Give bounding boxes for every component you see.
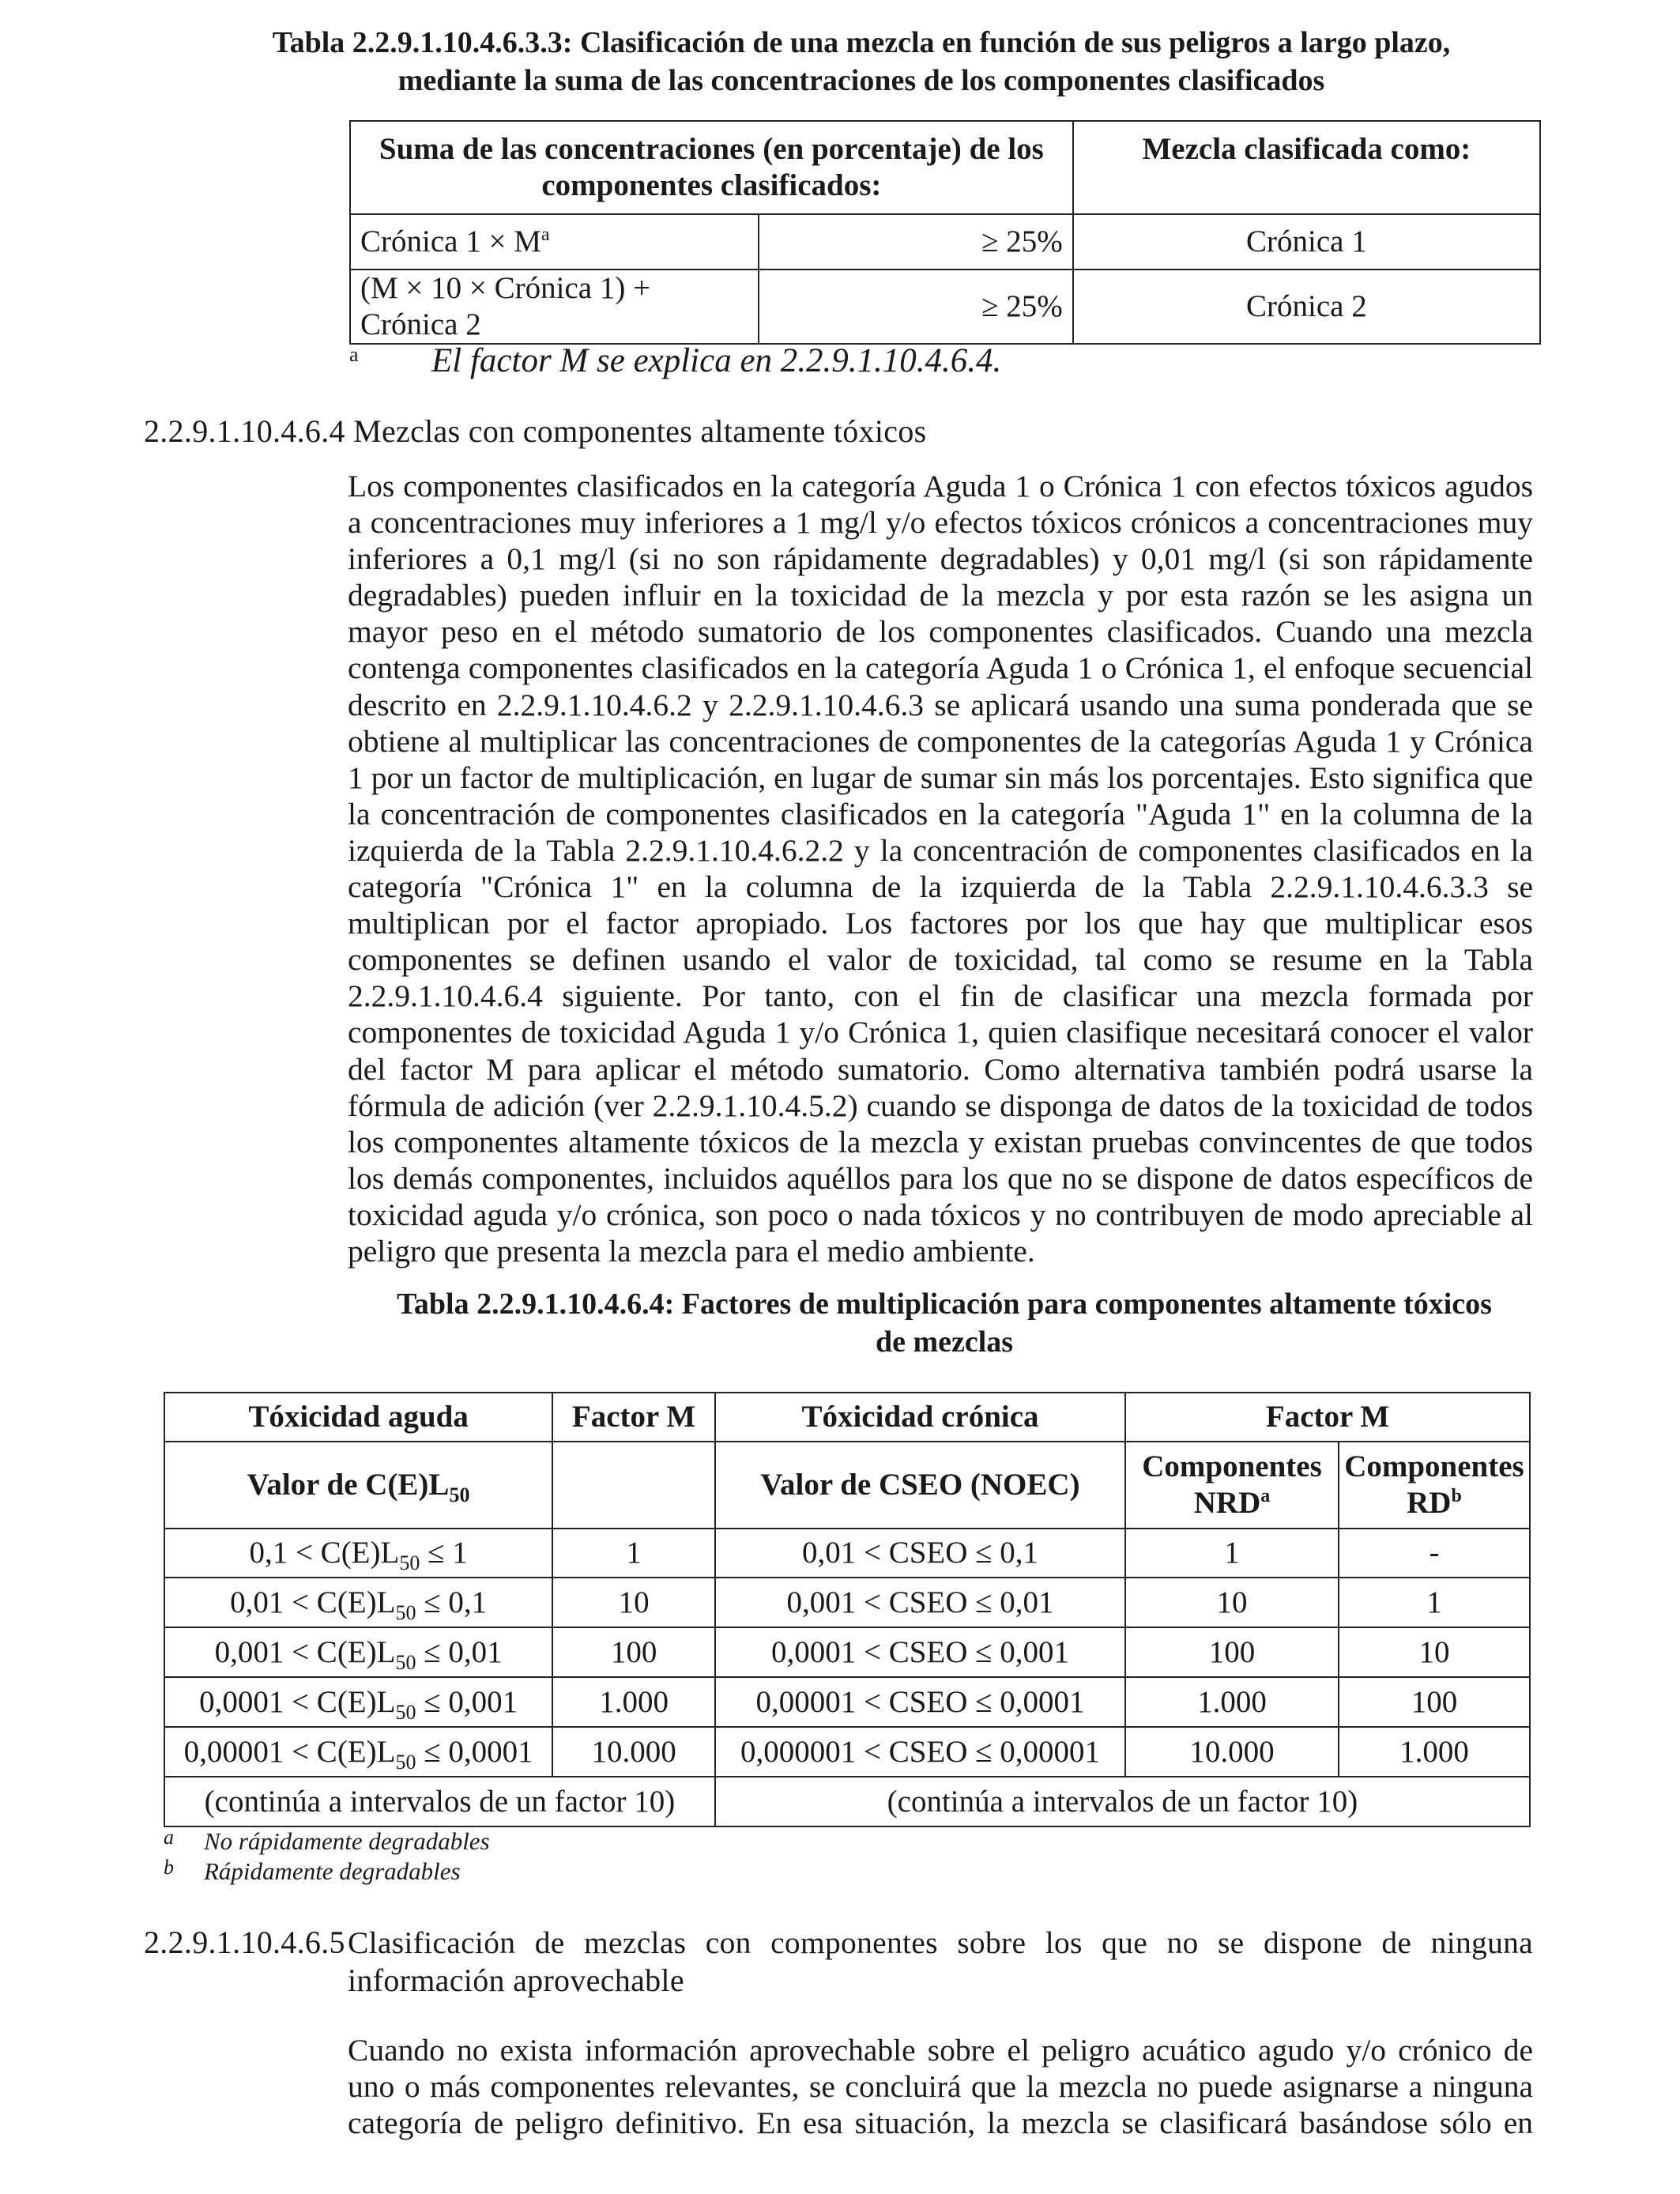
- m-nrd: 10: [1125, 1578, 1339, 1627]
- table-row: [350, 270, 1540, 344]
- chronic-value: 0,00001 < CSEO ≤ 0,0001: [715, 1677, 1125, 1727]
- acute-value: $0,0001 < C(E)L_{50} \le 0,001$: [164, 1677, 552, 1727]
- m-acute: 10: [552, 1578, 715, 1627]
- table1-row2-label: (M × 10 × Crónica 1) + Crónica 2: [350, 270, 759, 344]
- table1-caption: [158, 24, 1565, 100]
- m-acute: 10.000: [552, 1727, 715, 1777]
- section-465-number: 2.2.9.1.10.4.6.5: [144, 1924, 345, 1960]
- table2-caption: [348, 1285, 1541, 1361]
- section-465-heading-line2: información aprovechable: [348, 1962, 684, 1998]
- table1-note-letter: a: [349, 343, 359, 366]
- m-acute: 1: [552, 1529, 715, 1578]
- m-nrd: 100: [1125, 1627, 1339, 1677]
- table-row: [164, 1529, 1530, 1578]
- header-value-cseo: Valor de CSEO (NOEC): [715, 1442, 1125, 1529]
- table-row: [164, 1677, 1530, 1727]
- table-row: [164, 1727, 1530, 1777]
- header-chronic-toxicity: Tóxicidad crónica: [715, 1393, 1125, 1442]
- table1-note-text: El factor M se explica en 2.2.9.1.10.4.6.4.: [431, 342, 1002, 379]
- table2-caption-line2: de mezclas: [875, 1325, 1014, 1359]
- m-nrd: 1.000: [1125, 1677, 1339, 1727]
- header-factor-m-chronic: Factor M: [1125, 1393, 1530, 1442]
- footnote-b-text: Rápidamente degradables: [204, 1857, 461, 1885]
- m-rd: 1: [1339, 1578, 1530, 1627]
- acute-value: $0,001 < C(E)L_{50} \le 0,01$: [164, 1627, 552, 1677]
- m-rd: 100: [1339, 1677, 1530, 1727]
- classification-table: [349, 120, 1541, 345]
- table1-row1-threshold: ≥ 25%: [759, 214, 1072, 270]
- table1-row1-label: Crónica $1 \times M^a$: [350, 214, 759, 270]
- section-465-heading-line1: Clasificación de mezclas con componentes sobre los que no se dispone de ninguna: [348, 1925, 1533, 1960]
- footnote-a-text: No rápidamente degradables: [204, 1827, 490, 1855]
- m-acute: 1.000: [552, 1677, 715, 1727]
- multiplication-factors-table: [164, 1392, 1531, 1827]
- header-nrd: Componentes NRD$^a$: [1125, 1442, 1339, 1529]
- header-value-cel50: Valor de $C(E)L_{50}$: [164, 1442, 552, 1529]
- m-rd: 10: [1339, 1627, 1530, 1677]
- footnote-b-letter: b: [164, 1856, 174, 1879]
- chronic-value: 0,01 < CSEO ≤ 0,1: [715, 1529, 1125, 1578]
- table-row: [164, 1627, 1530, 1677]
- acute-value: $0,1 < C(E)L_{50} \le 1$: [164, 1529, 552, 1578]
- table-row: [164, 1777, 1530, 1826]
- header-rd: Componentes $RD^b$: [1339, 1442, 1530, 1529]
- chronic-value: 0,001 < CSEO ≤ 0,01: [715, 1578, 1125, 1627]
- table1-row2-threshold: ≥ 25%: [759, 270, 1072, 344]
- continue-right: (continúa a intervalos de un factor 10): [715, 1777, 1530, 1826]
- table-row: [350, 214, 1540, 270]
- continue-left: (continúa a intervalos de un factor 10): [164, 1777, 715, 1826]
- header-factor-m-acute: Factor M: [552, 1393, 715, 1442]
- table1-caption-line2: mediante la suma de las concentraciones de los componentes clasificados: [397, 64, 1325, 97]
- m-nrd: 10.000: [1125, 1727, 1339, 1777]
- table-row: [164, 1578, 1530, 1627]
- m-rd: 1.000: [1339, 1727, 1530, 1777]
- section-464-heading: 2.2.9.1.10.4.6.4 Mezclas con componentes altamente tóxicos: [144, 413, 927, 449]
- chronic-value: 0,000001 < CSEO ≤ 0,00001: [715, 1727, 1125, 1777]
- m-acute: 100: [552, 1627, 715, 1677]
- acute-value: $0,01 < C(E)L_{50} \le 0,1$: [164, 1578, 552, 1627]
- table1-header-classified: Mezcla clasificada como:: [1073, 121, 1540, 214]
- footnote-a-letter: a: [164, 1826, 174, 1849]
- header-empty: [552, 1442, 715, 1529]
- header-acute-toxicity: Tóxicidad aguda: [164, 1393, 552, 1442]
- m-nrd: 1: [1125, 1529, 1339, 1578]
- m-rd: -: [1339, 1529, 1530, 1578]
- section-465-paragraph: Cuando no exista información aprovechable sobre el peligro acuático agudo y/o crónico de uno o más componentes relevantes, se concluirá que la mezcla no puede asignarse a ninguna categoría de peligro definitivo. En esa situación, la mezcla se clasificará basándose sólo en: [348, 2033, 1533, 2141]
- table1-row1-result: Crónica 1: [1073, 214, 1540, 270]
- chronic-value: 0,0001 < CSEO ≤ 0,001: [715, 1627, 1125, 1677]
- acute-value: $0,00001 < C(E)L_{50} \le 0,0001$: [164, 1727, 552, 1777]
- section-464-paragraph: Los componentes clasificados en la categoría Aguda 1 o Crónica 1 con efectos tóxicos agudos a concentraciones muy inferiores a 1 mg/l y/o efectos tóxicos crónicos a concentraciones muy inferiores a 0,1 mg/l (si no son rápidamente degradables) y 0,01 mg/l (si son rápidamente degradables) pueden influir en la toxicidad de la mezcla y por esta razón se les asigna un mayor peso en el método sumatorio de los componentes clasificados. Cuando una mezcla contenga componentes clasificados en la categoría Aguda 1 o Crónica 1, el enfoque secuencial descrito en 2.2.9.1.10.4.6.2 y 2.2.9.1.10.4.6.3 se aplicará usando una suma ponderada que se obtiene al multiplicar las concentraciones de componentes de la categorías Aguda 1 y Crónica 1 por un factor de multiplicación, en lugar de sumar sin más los porcentajes. Esto significa que la concentración de componentes clasificados en la categoría "Aguda 1" en la columna de la izquierda de la Tabla 2.2.9.1.10.4.6.2.2 y la concentración de componentes clasificados en la categoría "Crónica 1" en la columna de la izquierda de la Tabla 2.2.9.1.10.4.6.3.3 se multiplican por el factor apropiado. Los factores por los que hay que multiplicar esos componentes se definen usando el valor de toxicidad, tal como se resume en la Tabla 2.2.9.1.10.4.6.4 siguiente. Por tanto, con el fin de clasificar una mezcla formada por componentes de toxicidad Aguda 1 y/o Crónica 1, quien clasifique necesitará conocer el valor del factor M para aplicar el método sumatorio. Como alternativa también podrá usarse la fórmula de adición (ver 2.2.9.1.10.4.5.2) cuando se disponga de datos de la toxicidad de todos los componentes altamente tóxicos de la mezcla y existan pruebas convincentes de que todos los demás componentes, incluidos aquéllos para los que no se dispone de datos específicos de toxicidad aguda y/o crónica, son poco o nada tóxicos y no contribuyen de modo apreciable al peligro que presenta la mezcla para el medio ambiente.: [348, 469, 1533, 1269]
- table2-caption-line1: Tabla 2.2.9.1.10.4.6.4: Factores de multiplicación para componentes altamente tóxicos: [397, 1287, 1492, 1321]
- table1-row2-result: Crónica 2: [1073, 270, 1540, 344]
- table1-header-sum: Suma de las concentraciones (en porcentaje) de los componentes clasificados:: [350, 121, 1073, 214]
- table1-caption-line1: Tabla 2.2.9.1.10.4.6.3.3: Clasificación de una mezcla en función de sus peligros a largo plazo,: [272, 26, 1451, 59]
